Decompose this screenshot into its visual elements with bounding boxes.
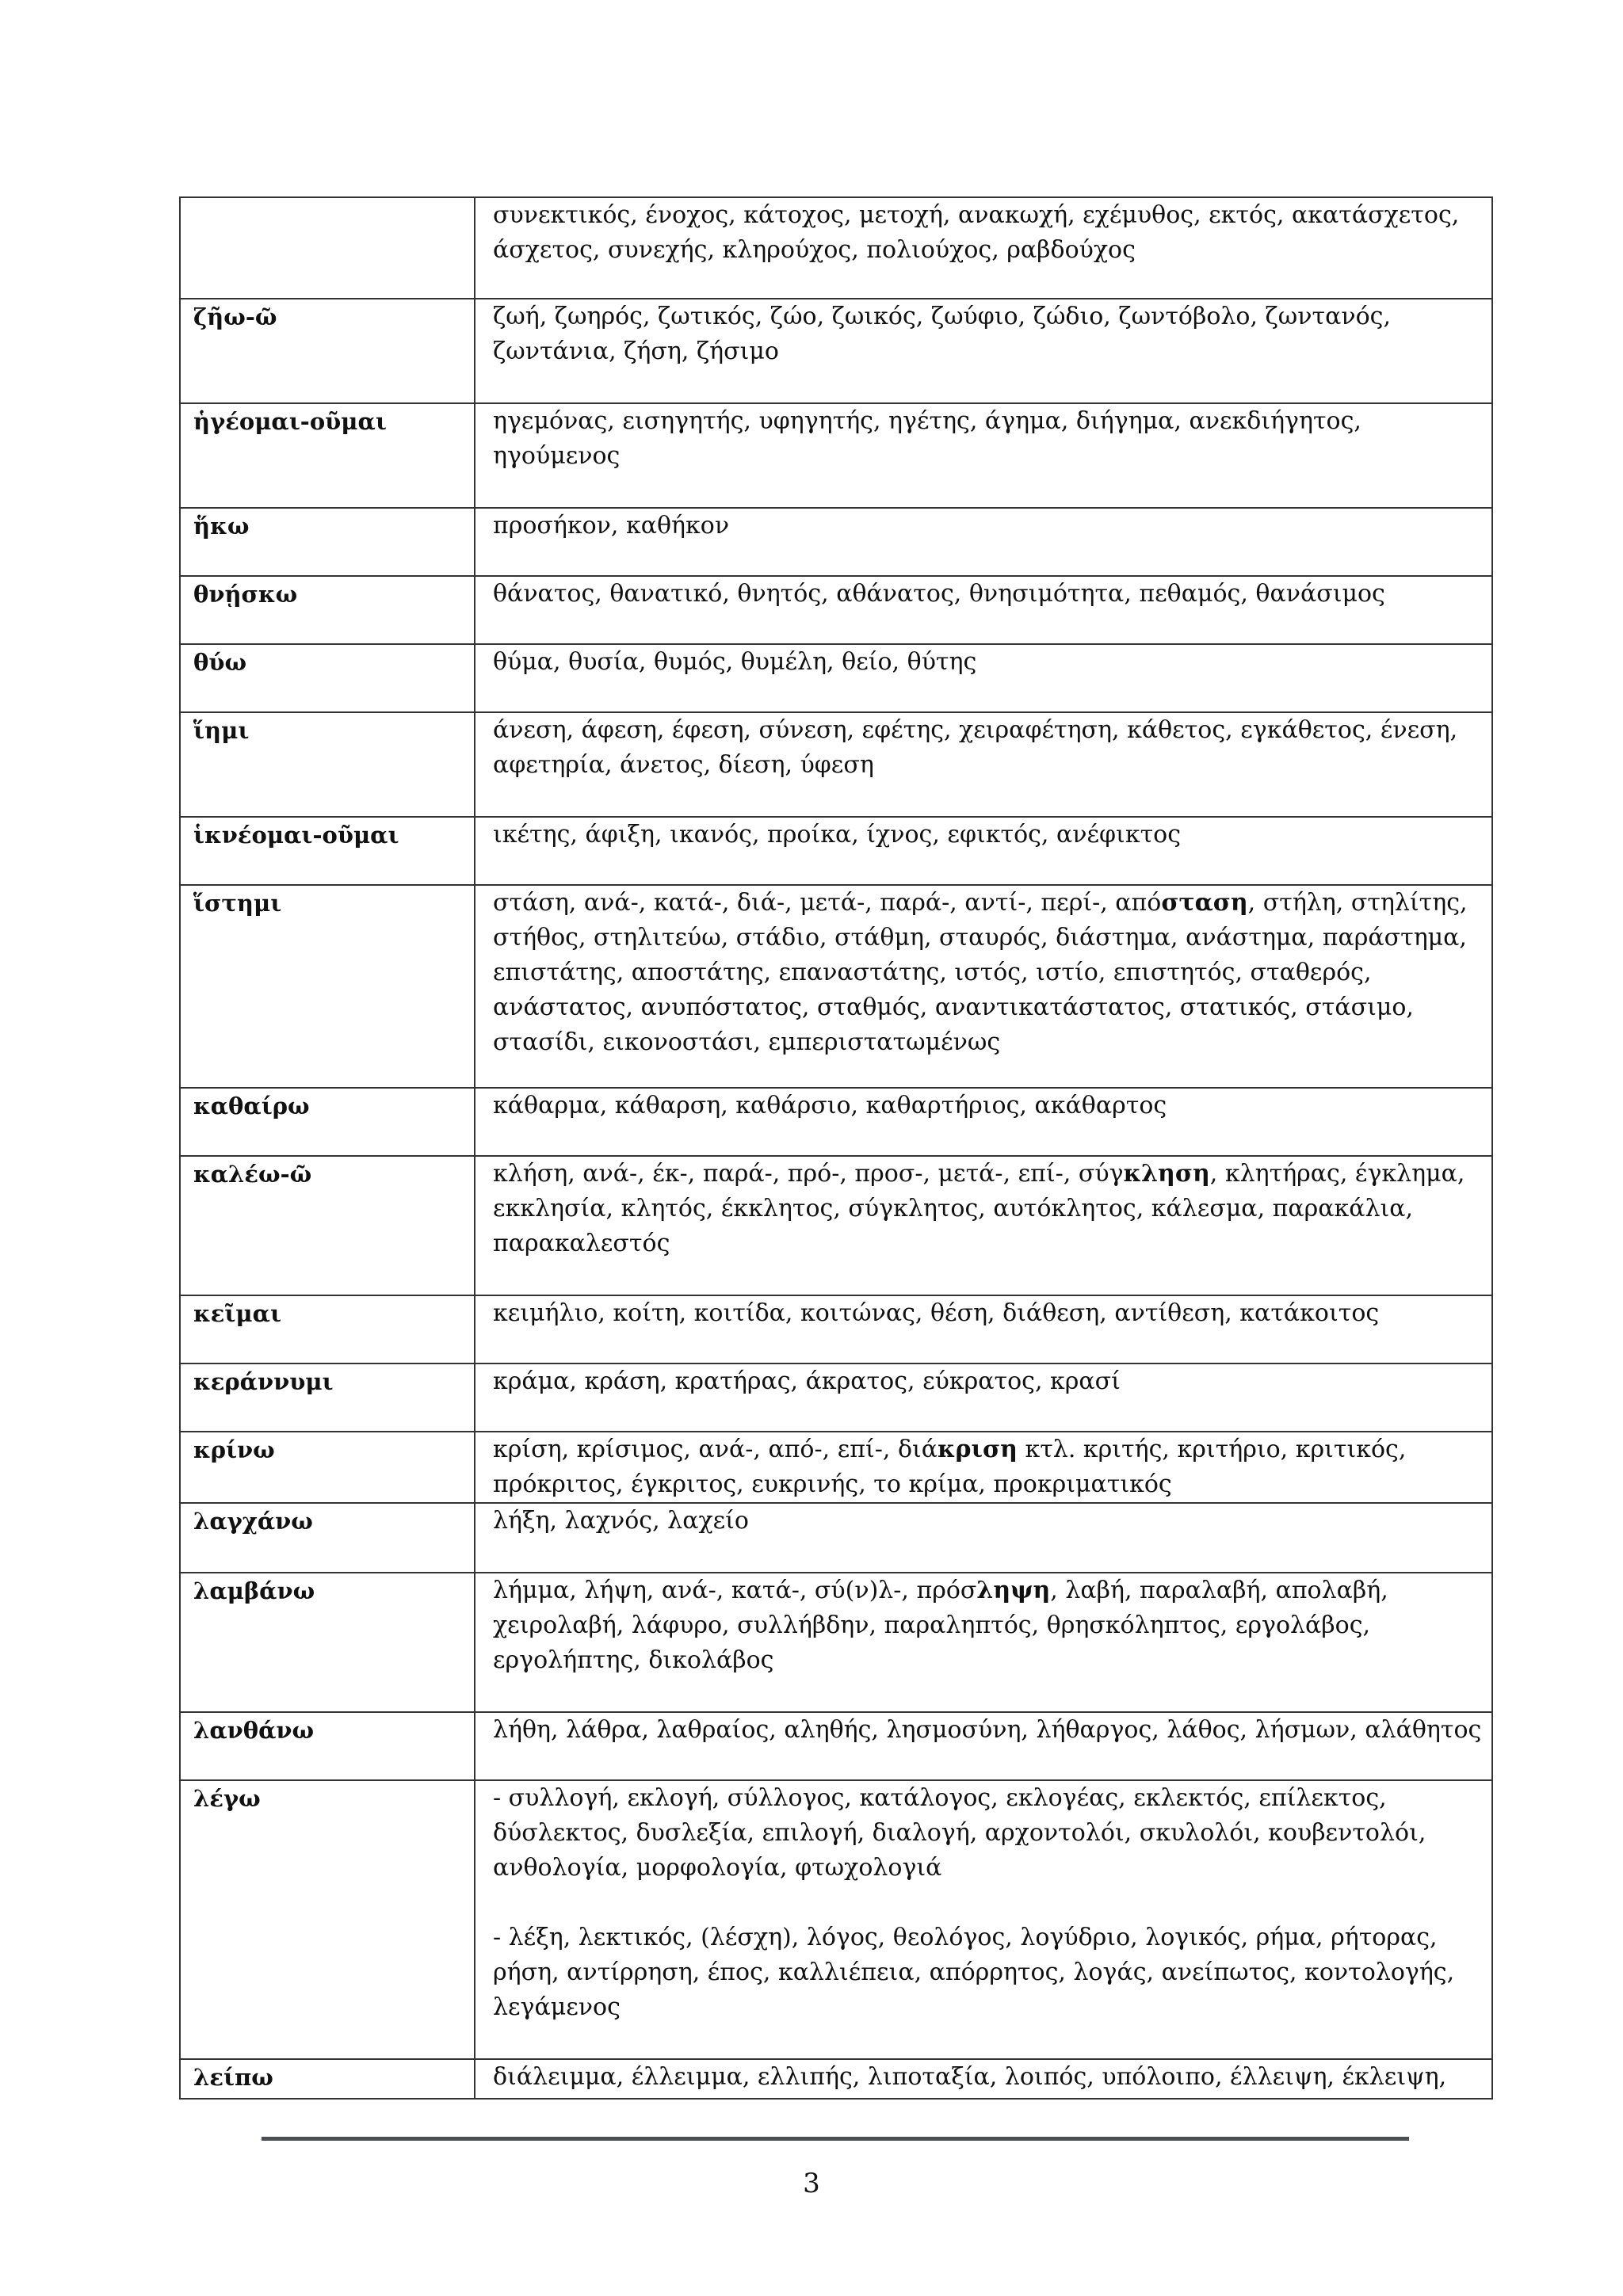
table-row (180, 403, 1492, 508)
derivatives-cell (475, 885, 1492, 1088)
headword-cell: καλέω-ῶ (180, 1156, 475, 1295)
derivatives-text: διάλειμμα, έλλειμμα, ελλιπής, λιποταξία, λοιπός, υπόλοιπο, έλλειψη, έκλειψη, (493, 2063, 1447, 2091)
derivatives-text: ηγεμόνας, εισηγητής, υφηγητής, ηγέτης, άγημα, διήγημα, ανεκδιήγητος, ηγούμενος (493, 407, 1361, 470)
derivatives-paragraph (493, 818, 1482, 852)
derivatives-cell (475, 1432, 1492, 1503)
table-row (180, 299, 1492, 403)
derivatives-text: κρίση, κρίσιμος, ανά-, από-, επί-, διά (493, 1436, 938, 1463)
derivatives-paragraph (493, 404, 1482, 474)
derivatives-paragraph (493, 1157, 1482, 1261)
headword-cell (180, 197, 475, 299)
derivatives-text: - συλλογή, εκλογή, σύλλογος, κατάλογος, εκλογέας, εκλεκτός, επίλεκτος, δύσλεκτος, δυσλεξία, επιλογή, διαλογή, αρχοντολόι, σκυλολόι, κουβεντολόι, ανθολογία, μορφολογία, φτωχολογιά (493, 1784, 1426, 1882)
headword-cell: ζῆω-ῶ (180, 299, 475, 403)
derivatives-cell (475, 712, 1492, 817)
etymology-table (179, 196, 1493, 2100)
table-row (180, 1088, 1492, 1156)
derivatives-paragraph (493, 1296, 1482, 1331)
table-row (180, 817, 1492, 885)
derivatives-text: κειμήλιο, κοίτη, κοιτίδα, κοιτώνας, θέση, διάθεση, αντίθεση, κατάκοιτος (493, 1299, 1380, 1327)
headword-cell: λαγχάνω (180, 1503, 475, 1573)
table-row (180, 1503, 1492, 1573)
headword-cell: ἱκνέομαι-οῦμαι (180, 817, 475, 885)
derivatives-cell (475, 2059, 1492, 2099)
derivatives-text: κάθαρμα, κάθαρση, καθάρσιο, καθαρτήριος, ακάθαρτος (493, 1092, 1167, 1119)
derivatives-cell (475, 299, 1492, 403)
derivatives-paragraph (493, 645, 1482, 680)
derivatives-text: , στήλη, στηλίτης, στήθος, στηλιτεύω, στάδιο, στάθμη, σταυρός, διάστημα, ανάστημα, παράστημα, επιστάτης, αποστάτης, επαναστάτης, ιστός, ιστίο, επιστητός, σταθερός, ανάστατος, ανυπόστατος, σταθμός, αναντικατάστατος, στατικός, στάσιμο, στασίδι, εικονοστάσι, εμπεριστατωμένως (493, 889, 1468, 1056)
derivatives-text: θάνατος, θανατικό, θνητός, αθάνατος, θνησιμότητα, πεθαμός, θανάσιμος (493, 580, 1385, 608)
derivatives-text: - λέξη, λεκτικός, (λέσχη), λόγος, θεολόγος, λογύδριο, λογικός, ρήμα, ρήτορας, ρήση, αντίρρηση, έπος, καλλιέπεια, απόρρητος, λογάς, ανείπωτος, κοντολογής, λεγάμενος (493, 1924, 1455, 2021)
table-row (180, 197, 1492, 299)
headword-cell: καθαίρω (180, 1088, 475, 1156)
derivatives-cell (475, 817, 1492, 885)
derivatives-cell (475, 1780, 1492, 2059)
derivatives-cell (475, 197, 1492, 299)
derivatives-text: στάση, ανά-, κατά-, διά-, μετά-, παρά-, αντί-, περί-, από (493, 889, 1162, 917)
bold-stem: κριση (938, 1436, 1018, 1463)
table-row (180, 1363, 1492, 1432)
derivatives-text: συνεκτικός, ένοχος, κάτοχος, μετοχή, ανακωχή, εχέμυθος, εκτός, ακατάσχετος, άσχετος, συνεχής, κληρούχος, πολιούχος, ραβδούχος (493, 201, 1460, 264)
derivatives-paragraph (493, 1089, 1482, 1123)
derivatives-paragraph (493, 1504, 1482, 1539)
derivatives-paragraph (493, 2060, 1482, 2095)
derivatives-cell (475, 508, 1492, 576)
derivatives-text: , λαβή, παραλαβή, απολαβή, χειρολαβή, λάφυρο, συλλήβδην, παραληπτός, θρησκόληπτος, εργολάβος, εργολήπτης, δικολάβος (493, 1577, 1388, 1674)
derivatives-paragraph (493, 886, 1482, 1060)
derivatives-paragraph (493, 713, 1482, 783)
derivatives-paragraph (493, 1364, 1482, 1399)
derivatives-cell (475, 576, 1492, 644)
derivatives-text: θύμα, θυσία, θυμός, θυμέλη, θείο, θύτης (493, 648, 977, 676)
derivatives-cell (475, 1156, 1492, 1295)
derivatives-text: λήθη, λάθρα, λαθραίος, αληθής, λησμοσύνη, λήθαργος, λάθος, λήσμων, αλάθητος (493, 1716, 1482, 1744)
table-row (180, 1432, 1492, 1503)
footer-divider (262, 2137, 1409, 2141)
headword-cell: κρίνω (180, 1432, 475, 1503)
derivatives-paragraph (493, 1432, 1482, 1502)
headword-cell: λανθάνω (180, 1712, 475, 1780)
derivatives-paragraph (493, 198, 1482, 268)
table-row (180, 576, 1492, 644)
derivatives-text: προσήκον, καθήκον (493, 512, 730, 540)
derivatives-text: κτλ. κριτής, κριτήριο, κριτικός, πρόκριτος, έγκριτος, ευκρινής, το κρίμα, προκριματικός (493, 1436, 1407, 1498)
table-row (180, 885, 1492, 1088)
derivatives-cell (475, 1295, 1492, 1363)
headword-cell: λείπω (180, 2059, 475, 2099)
table-row (180, 1295, 1492, 1363)
headword-cell: κεῖμαι (180, 1295, 475, 1363)
derivatives-text: , κλητήρας, έγκλημα, εκκλησία, κλητός, έκκλητος, σύγκλητος, αυτόκλητος, κάλεσμα, παρακάλια, παρακαλεστός (493, 1160, 1465, 1257)
derivatives-cell (475, 1503, 1492, 1573)
headword-cell: ἡγέομαι-οῦμαι (180, 403, 475, 508)
derivatives-cell (475, 644, 1492, 712)
headword-cell: θύω (180, 644, 475, 712)
page-number: 3 (803, 2168, 820, 2199)
derivatives-paragraph (493, 1713, 1482, 1748)
headword-cell: λέγω (180, 1780, 475, 2059)
headword-cell: λαμβάνω (180, 1573, 475, 1712)
bold-stem: ληψη (976, 1577, 1051, 1604)
derivatives-paragraph (493, 299, 1482, 369)
derivatives-text: λήξη, λαχνός, λαχείο (493, 1507, 749, 1535)
derivatives-paragraph (493, 509, 1482, 543)
table-row (180, 508, 1492, 576)
derivatives-paragraph (493, 577, 1482, 612)
table-row (180, 1573, 1492, 1712)
derivatives-text: άνεση, άφεση, έφεση, σύνεση, εφέτης, χειραφέτηση, κάθετος, εγκάθετος, ένεση, αφετηρία, άνετος, δίεση, ύφεση (493, 716, 1458, 779)
table-row (180, 1156, 1492, 1295)
derivatives-cell (475, 1573, 1492, 1712)
derivatives-text: κράμα, κράση, κρατήρας, άκρατος, εύκρατος, κρασί (493, 1367, 1121, 1395)
headword-cell: ἥκω (180, 508, 475, 576)
headword-cell: θνῄσκω (180, 576, 475, 644)
table-row (180, 1780, 1492, 2059)
table-row (180, 1712, 1492, 1780)
headword-cell: ἵστημι (180, 885, 475, 1088)
derivatives-paragraph (493, 1781, 1482, 1886)
table-row (180, 2059, 1492, 2099)
derivatives-text: λήμμα, λήψη, ανά-, κατά-, σύ(ν)λ-, πρόσ (493, 1577, 977, 1604)
derivatives-cell (475, 403, 1492, 508)
derivatives-cell (475, 1363, 1492, 1432)
bold-stem: σταση (1161, 889, 1248, 917)
derivatives-text: ικέτης, άφιξη, ικανός, προίκα, ίχνος, εφικτός, ανέφικτος (493, 821, 1182, 849)
headword-cell: κεράννυμι (180, 1363, 475, 1432)
table-row (180, 644, 1492, 712)
derivatives-cell (475, 1712, 1492, 1780)
table-body (180, 197, 1492, 2099)
headword-cell: ἵημι (180, 712, 475, 817)
derivatives-text: ζωή, ζωηρός, ζωτικός, ζώο, ζωικός, ζωύφιο, ζώδιο, ζωντόβολο, ζωντανός, ζωντάνια, ζήση, ζήσιμο (493, 303, 1391, 365)
derivatives-paragraph (493, 1573, 1482, 1678)
derivatives-cell (475, 1088, 1492, 1156)
derivatives-paragraph (493, 1920, 1482, 2025)
table-row (180, 712, 1492, 817)
derivatives-text: κλήση, ανά-, έκ-, παρά-, πρό-, προσ-, μετά-, επί-, σύγ (493, 1160, 1124, 1188)
bold-stem: κληση (1123, 1160, 1210, 1188)
